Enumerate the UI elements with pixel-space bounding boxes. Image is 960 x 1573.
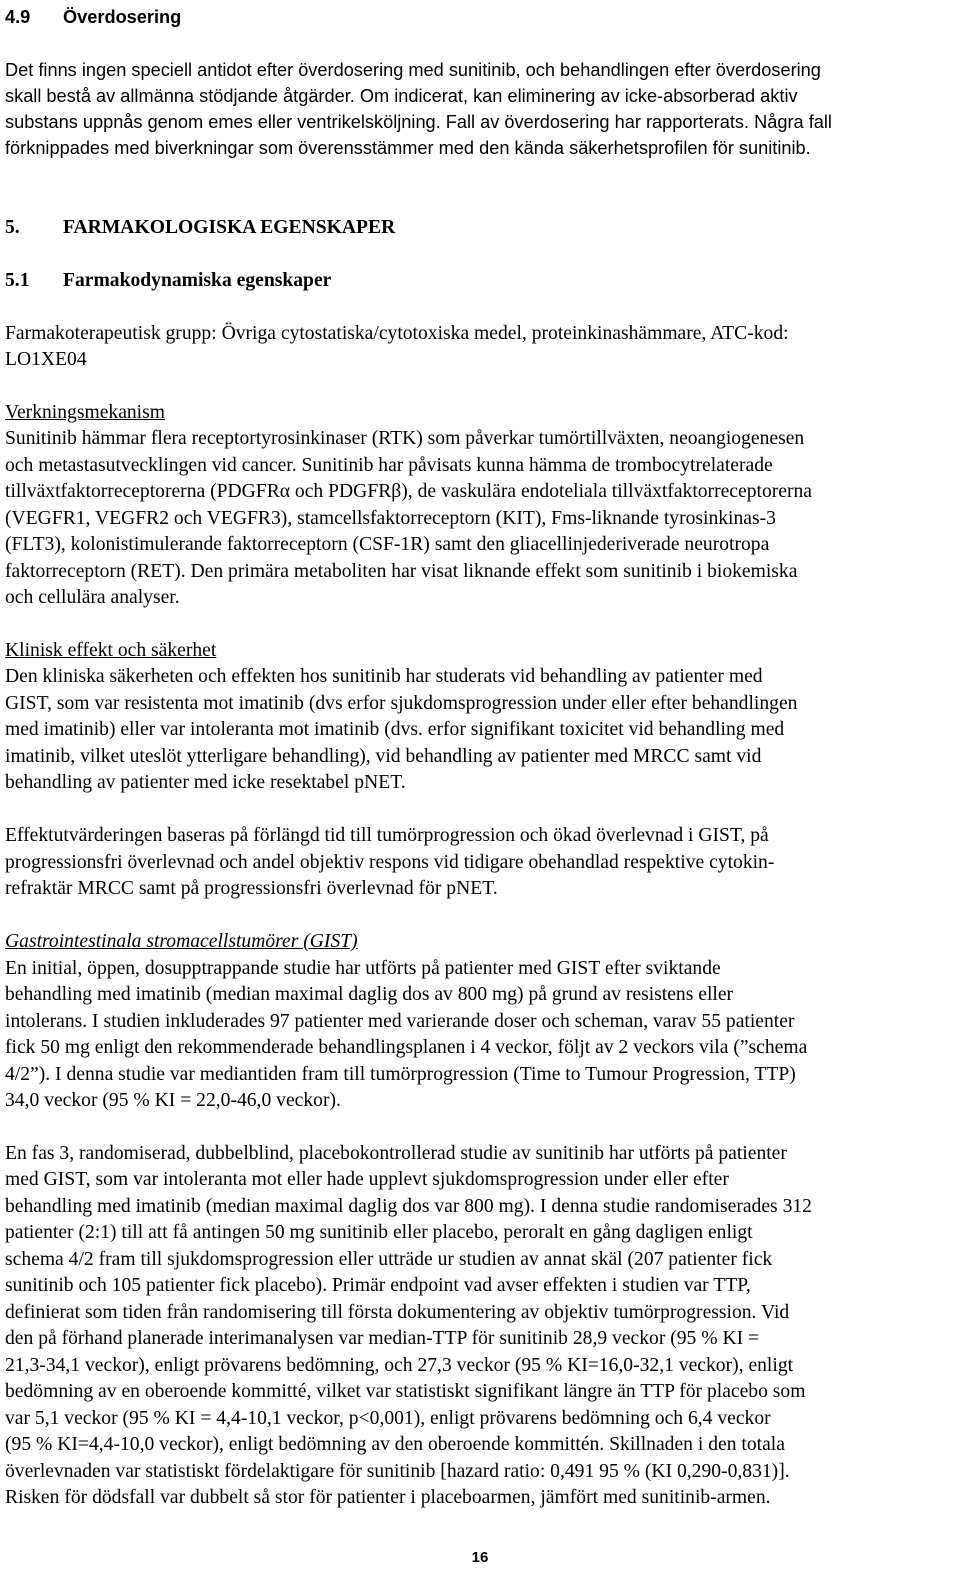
phase3-line: Risken för dödsfall var dubbelt så stor för patienter i placeboarmen, jämfört med sunitinib-armen.: [5, 1487, 771, 1508]
phase3-line: sunitinib och 105 patienter fick placebo). Primär endpoint vad avser effekten i studien var TTP,: [5, 1275, 751, 1296]
overdose-paragraph-line: skall bestå av allmänna stödjande åtgärder. Om indicerat, kan eliminering av icke-absorberad aktiv: [5, 86, 798, 106]
section-5-number: 5.: [5, 217, 20, 238]
gist-line: intolerans. I studien inkluderades 97 patienter med varierande doser och scheman, varav 55 patienter: [5, 1011, 795, 1032]
mechanism-line: faktorreceptorn (RET). Den primära metaboliten har visat liknande effekt som sunitinib i biokemiska: [5, 561, 798, 582]
efficacy-line: progressionsfri överlevnad och andel objektiv respons vid tidigare obehandlad respektive cytokin-: [5, 852, 775, 873]
phase3-line: behandling med imatinib (median maximal daglig dos var 800 mg). I denna studie randomiserades 312: [5, 1196, 812, 1217]
gist-line: fick 50 mg enligt den rekommenderade behandlingsplanen i 4 veckor, följt av 2 veckors vila (”schema: [5, 1037, 808, 1058]
clinical-heading: Klinisk effekt och säkerhet: [5, 640, 217, 661]
mechanism-line: och cellulära analyser.: [5, 587, 180, 608]
phase3-line: 21,3-34,1 veckor), enligt prövarens bedömning, och 27,3 veckor (95 % KI=16,0-32,1 veckor), enligt: [5, 1355, 794, 1376]
overdose-paragraph-line: Det finns ingen speciell antidot efter överdosering med sunitinib, och behandlingen efter överdosering: [5, 60, 821, 80]
efficacy-line: refraktär MRCC samt på progressionsfri överlevnad för pNET.: [5, 878, 498, 899]
section-5-1-title: Farmakodynamiska egenskaper: [63, 270, 332, 291]
section-5-heading: [5, 215, 395, 241]
section-5-1-heading: [5, 268, 331, 294]
mechanism-heading: Verkningsmekanism: [5, 402, 165, 423]
mechanism-line: (FLT3), kolonistimulerande faktorreceptorn (CSF-1R) samt den gliacellinjederiverade neurotropa: [5, 534, 770, 555]
phase3-line: överlevnaden var statistiskt fördelaktigare för sunitinib [hazard ratio: 0,491 95 % (KI 0,290-0,831)].: [5, 1461, 790, 1482]
phase3-line: var 5,1 veckor (95 % KI = 4,4-10,1 veckor, p<0,001), enligt prövarens bedömning och 6,4 veckor: [5, 1408, 771, 1429]
mechanism-line: tillväxtfaktorreceptorerna (PDGFRα och PDGFRβ), de vaskulära endoteliala tillväxtfaktorreceptorerna: [5, 481, 812, 502]
efficacy-line: Effektutvärderingen baseras på förlängd tid till tumörprogression och ökad överlevnad i GIST, på: [5, 825, 769, 846]
clinical-line: imatinib, vilket uteslöt ytterligare behandling), vid behandling av patienter med MRCC samt vid: [5, 746, 762, 767]
pharmacotherapeutic-line: Farmakoterapeutisk grupp: Övriga cytostatiska/cytotoxiska medel, proteinkinashämmare, ATC-kod:: [5, 323, 789, 344]
phase3-line: definierat som tiden från randomisering till första dokumentering av objektiv tumörprogression. Vid: [5, 1302, 790, 1323]
clinical-line: med imatinib) eller var intoleranta mot imatinib (dvs. erfor signifikant toxicitet vid behandling med: [5, 719, 785, 740]
phase3-line: (95 % KI=4,4-10,0 veckor), enligt bedömning av den oberoende kommittén. Skillnaden i den totala: [5, 1434, 785, 1455]
section-4-9-heading: [5, 4, 181, 30]
clinical-line: GIST, som var resistenta mot imatinib (dvs erfor sjukdomsprogression under eller efter behandlingen: [5, 693, 798, 714]
gist-heading: Gastrointestinala stromacellstumörer (GIST): [5, 931, 358, 952]
section-5-1-number: 5.1: [5, 270, 30, 291]
phase3-line: En fas 3, randomiserad, dubbelblind, placebokontrollerad studie av sunitinib har utförts på patienter: [5, 1143, 787, 1164]
phase3-line: med GIST, som var intoleranta mot eller hade upplevt sjukdomsprogression under eller efter: [5, 1169, 729, 1190]
clinical-line: Den kliniska säkerheten och effekten hos sunitinib har studerats vid behandling av patienter med: [5, 666, 763, 687]
mechanism-line: och metastasutvecklingen vid cancer. Sunitinib har påvisats kunna hämma de trombocytrelaterade: [5, 455, 773, 476]
phase3-line: den på förhand planerade interimanalysen var median-TTP för sunitinib 28,9 veckor (95 % KI =: [5, 1328, 760, 1349]
phase3-line: patienter (2:1) till att få antingen 50 mg sunitinib eller placebo, peroralt en gång dagligen enligt: [5, 1222, 753, 1243]
section-4-9-title: Överdosering: [63, 7, 182, 27]
phase3-line: schema 4/2 fram till sjukdomsprogression eller utträde ur studien av annat skäl (207 patienter fick: [5, 1249, 773, 1270]
pharmacotherapeutic-line: LO1XE04: [5, 349, 87, 370]
overdose-paragraph-line: förknippades med biverkningar som överensstämmer med den kända säkerhetsprofilen för sunitinib.: [5, 138, 811, 158]
gist-line: En initial, öppen, dosupptrappande studie har utförts på patienter med GIST efter sviktande: [5, 958, 721, 979]
mechanism-line: (VEGFR1, VEGFR2 och VEGFR3), stamcellsfaktorreceptorn (KIT), Fms-liknande tyrosinkinas-3: [5, 508, 776, 529]
mechanism-line: Sunitinib hämmar flera receptortyrosinkinaser (RTK) som påverkar tumörtillväxten, neoangiogenesen: [5, 428, 805, 449]
phase3-line: bedömning av en oberoende kommitté, vilket var statistiskt signifikant längre än TTP för placebo som: [5, 1381, 806, 1402]
page-number: 16: [471, 1549, 489, 1566]
section-5-title: FARMAKOLOGISKA EGENSKAPER: [63, 217, 396, 238]
clinical-line: behandling av patienter med icke resektabel pNET.: [5, 772, 406, 793]
section-4-9-number: 4.9: [5, 7, 31, 27]
gist-line: 34,0 veckor (95 % KI = 22,0-46,0 veckor).: [5, 1090, 341, 1111]
overdose-paragraph-line: substans uppnås genom emes eller ventrikelsköljning. Fall av överdosering har rapporterats. Några fall: [5, 112, 832, 132]
gist-line: 4/2”). I denna studie var mediantiden fram till tumörprogression (Time to Tumour Progression, TTP): [5, 1064, 796, 1085]
gist-line: behandling med imatinib (median maximal daglig dos av 800 mg) på grund av resistens eller: [5, 984, 734, 1005]
